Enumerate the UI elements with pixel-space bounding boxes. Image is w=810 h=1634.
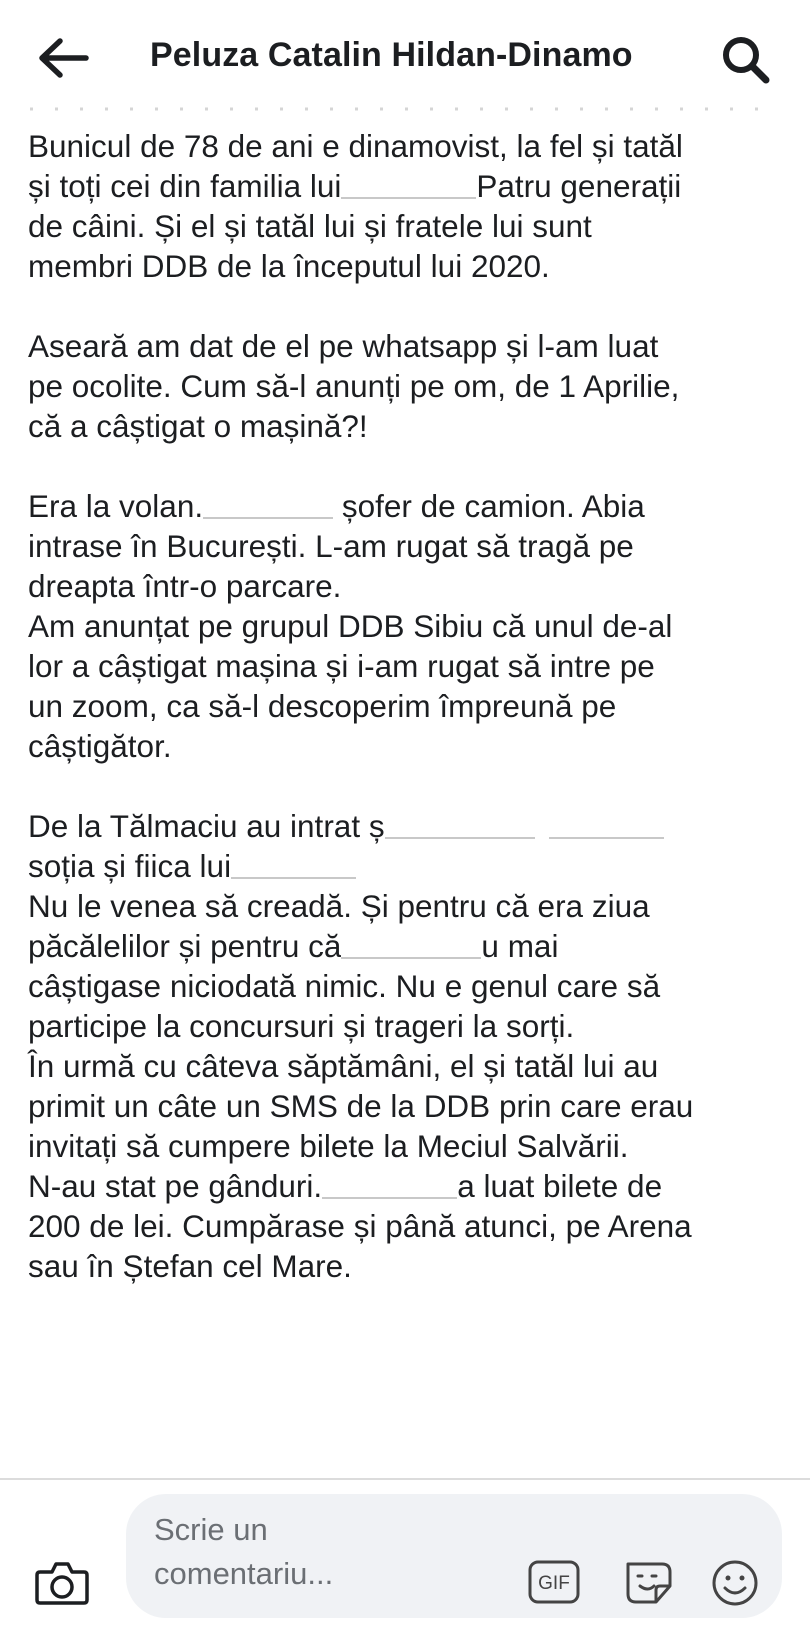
text-fade-divider (30, 106, 770, 112)
text-segment: șofer de camion. Abia (341, 488, 645, 524)
gif-icon[interactable] (528, 1560, 580, 1604)
paragraph-3 (28, 486, 788, 766)
text-line: câștigase niciodată nimic. Nu e genul care să (28, 968, 661, 1004)
text-line: Am anunțat pe grupul DDB Sibiu că unul de-al (28, 608, 673, 644)
redacted-name (322, 1171, 457, 1199)
text-line: intrase în București. L-am rugat să tragă pe (28, 528, 634, 564)
redacted-name (549, 811, 664, 839)
text-line: 200 de lei. Cumpărase și până atunci, pe Arena (28, 1208, 692, 1244)
text-segment: N-au stat pe gânduri. (28, 1168, 323, 1204)
page-title: Peluza Catalin Hildan-Dinamo (150, 36, 633, 74)
arrow-left-icon[interactable] (36, 36, 90, 80)
text-line: lor a câștigat mașina și i-am rugat să intre pe (28, 648, 655, 684)
redacted-name (203, 491, 333, 519)
text-line (28, 926, 788, 966)
text-line: un zoom, ca să-l descoperim împreună pe (28, 688, 617, 724)
text-line (28, 486, 788, 526)
text-line: Aseară am dat de el pe whatsapp și l-am luat (28, 328, 659, 364)
text-line (28, 806, 788, 846)
paragraph-4 (28, 806, 788, 1286)
sticker-icon[interactable] (620, 1556, 676, 1608)
text-segment: u mai (481, 928, 559, 964)
gif-label: GIF (538, 1573, 570, 1594)
text-line: Nu le venea să creadă. Și pentru că era ziua (28, 888, 650, 924)
text-line: dreapta într-o parcare. (28, 568, 342, 604)
placeholder-line: Scrie un (154, 1512, 268, 1547)
text-segment: Patru generații (476, 168, 682, 204)
placeholder-line: comentariu... (154, 1556, 334, 1591)
text-line: câștigător. (28, 728, 172, 764)
top-bar (0, 0, 810, 118)
text-line (28, 1166, 788, 1206)
text-line: primit un câte un SMS de la DDB prin care erau (28, 1088, 694, 1124)
redacted-name (341, 931, 481, 959)
comment-placeholder (154, 1508, 454, 1596)
text-segment: a luat bilete de (457, 1168, 663, 1204)
text-line: că a câștigat o mașină?! (28, 408, 368, 444)
text-line: În urmă cu câteva săptămâni, el și tatăl lui au (28, 1048, 659, 1084)
text-line: Bunicul de 78 de ani e dinamovist, la fel și tatăl (28, 128, 683, 164)
text-segment: și toți cei din familia lui (28, 168, 342, 204)
text-segment: păcălelilor și pentru că (28, 928, 342, 964)
text-line: de câini. Și el și tatăl lui și fratele lui sunt (28, 208, 592, 244)
redacted-name (231, 851, 356, 879)
text-segment: soția și fiica lui (28, 848, 232, 884)
text-line (28, 846, 788, 886)
text-line: sau în Ștefan cel Mare. (28, 1248, 352, 1284)
text-line: pe ocolite. Cum să-l anunți pe om, de 1 Aprilie, (28, 368, 680, 404)
comment-bar (0, 1478, 810, 1634)
redacted-name (341, 171, 476, 199)
emoji-icon[interactable] (710, 1558, 760, 1608)
text-line: membri DDB de la începutul lui 2020. (28, 248, 550, 284)
text-line (28, 166, 788, 206)
comment-input[interactable] (126, 1494, 782, 1618)
text-segment: De la Tălmaciu au intrat ș (28, 808, 385, 844)
post-body (28, 126, 788, 1286)
text-line: invitați să cumpere bilete la Meciul Salvării. (28, 1128, 629, 1164)
text-segment: Era la volan. (28, 488, 204, 524)
search-icon[interactable] (720, 34, 772, 84)
camera-icon[interactable] (34, 1558, 90, 1606)
redacted-name (385, 811, 535, 839)
paragraph-1 (28, 126, 788, 286)
paragraph-2 (28, 326, 788, 446)
text-line: participe la concursuri și trageri la sorți. (28, 1008, 575, 1044)
